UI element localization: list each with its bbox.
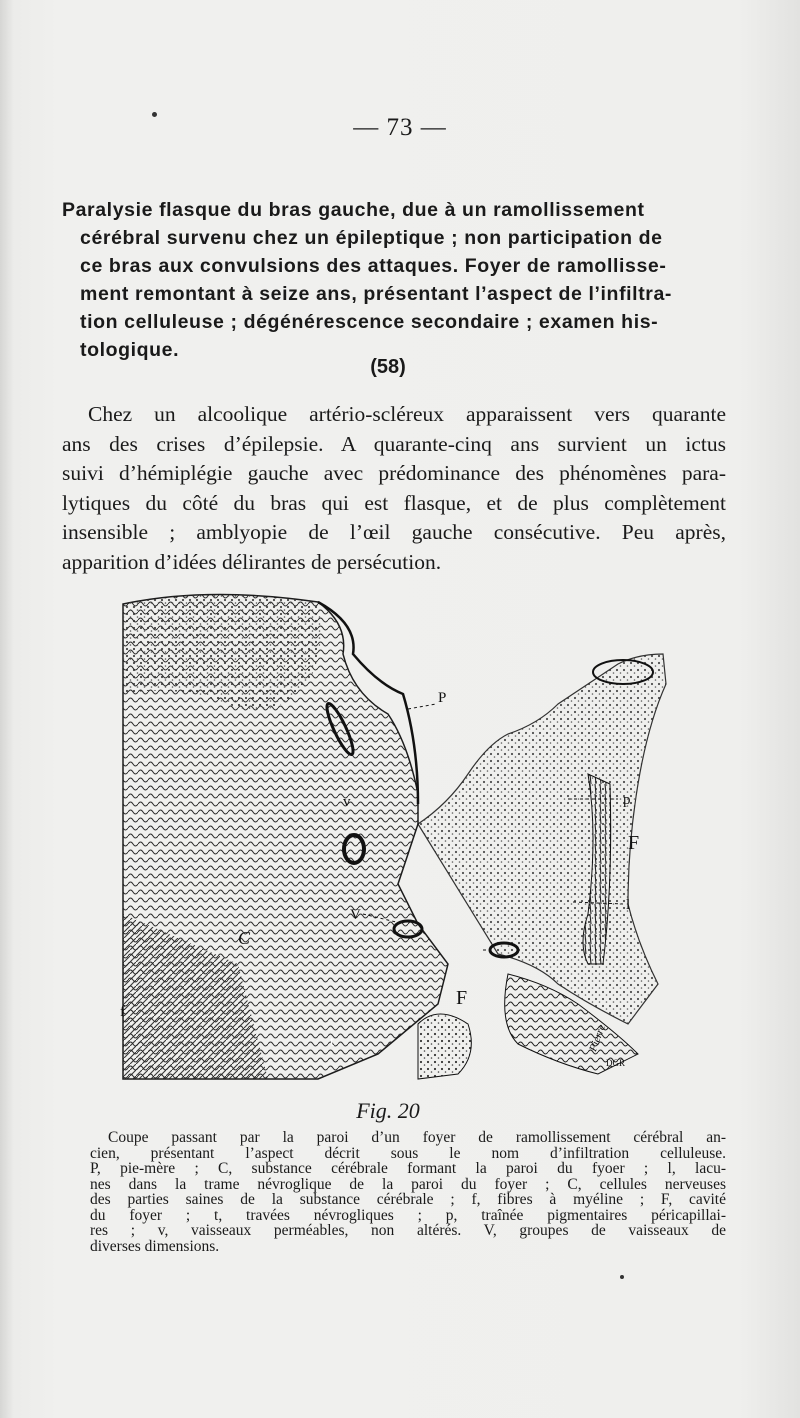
paragraph-line: Chez un alcoolique artério-scléreux apparaissent vers quarante [88,402,726,426]
label-l: l [626,897,631,913]
caption-line: P, pie-mère ; C, substance cérébrale formant la paroi du fyoer ; l, lacu- [90,1160,726,1177]
figure-caption [90,1130,726,1254]
ink-speck [620,1275,624,1279]
paragraph-line: lytiques du côté du bras qui est flasque, et de plus complètement [62,490,726,515]
label-f: f [120,1004,125,1020]
artist-signature: Pierre [587,1023,608,1054]
heading-line: Paralysie flasque du bras gauche, due à un ramollissement [62,199,645,221]
label-t: t [330,1034,335,1050]
caption-line: des parties saines de la substance cérébrale ; f, fibres à myéline ; F, cavité [90,1191,726,1208]
caption-line: res ; v, vaisseaux perméables, non altérés. V, groupes de vaisseaux de [90,1222,726,1239]
heading-line: tologique. [80,339,180,361]
ink-speck [152,112,157,117]
paragraph-line: suivi d’hémiplégie gauche avec prédominance des phénomènes para- [62,461,726,485]
caption-line: diverses dimensions. [90,1237,220,1255]
figure-title: Fig. 20 [356,1098,420,1123]
case-paragraph [62,400,726,577]
leader-line [408,704,436,709]
label-P: P [438,690,447,706]
page-number: — 73 — [353,114,447,141]
label-v: v [343,794,351,810]
label-p: p [623,792,631,808]
histology-figure [118,584,678,1084]
heading-line: ment remontant à seize ans, présentant l’aspect de l’infiltra- [80,283,673,305]
caption-line: nes dans la trame névroglique de la paroi du foyer ; C, cellules nerveuses [90,1175,726,1193]
label-V: V [350,907,361,923]
paragraph-line: apparition d’idées délirantes de persécution. [62,549,442,574]
heading-line: ce bras aux convulsions des attaques. Foyer de ramollisse- [80,255,667,277]
heading-line: cérébral survenu chez un épileptique ; non participation de [80,227,663,249]
paragraph-line: ans des crises d’épilepsie. A quarante-cinq ans survient un ictus [62,431,726,456]
label-F-bottom: F [456,987,468,1009]
case-number: (58) [370,356,406,378]
caption-line: Coupe passant par la paroi d’un foyer de ramollissement cérébral an- [108,1129,726,1146]
heading-line: tion celluleuse ; dégénérescence secondaire ; examen his- [80,311,659,333]
label-F-right: F [628,832,640,854]
case-heading [62,196,730,364]
caption-line: cien, présentant l’aspect décrit sous le nom d’infiltration celluleuse. [90,1144,726,1162]
small-tissue-fragment [418,1014,471,1079]
paragraph-line: insensible ; amblyopie de l’œil gauche consécutive. Peu après, [62,520,726,544]
histology-drawing [118,584,678,1084]
engraver-initials: DGR [606,1058,626,1068]
label-C: C [238,928,251,948]
caption-line: du foyer ; t, travées névrogliques ; p, traînée pigmentaires péricapillai- [90,1206,726,1224]
